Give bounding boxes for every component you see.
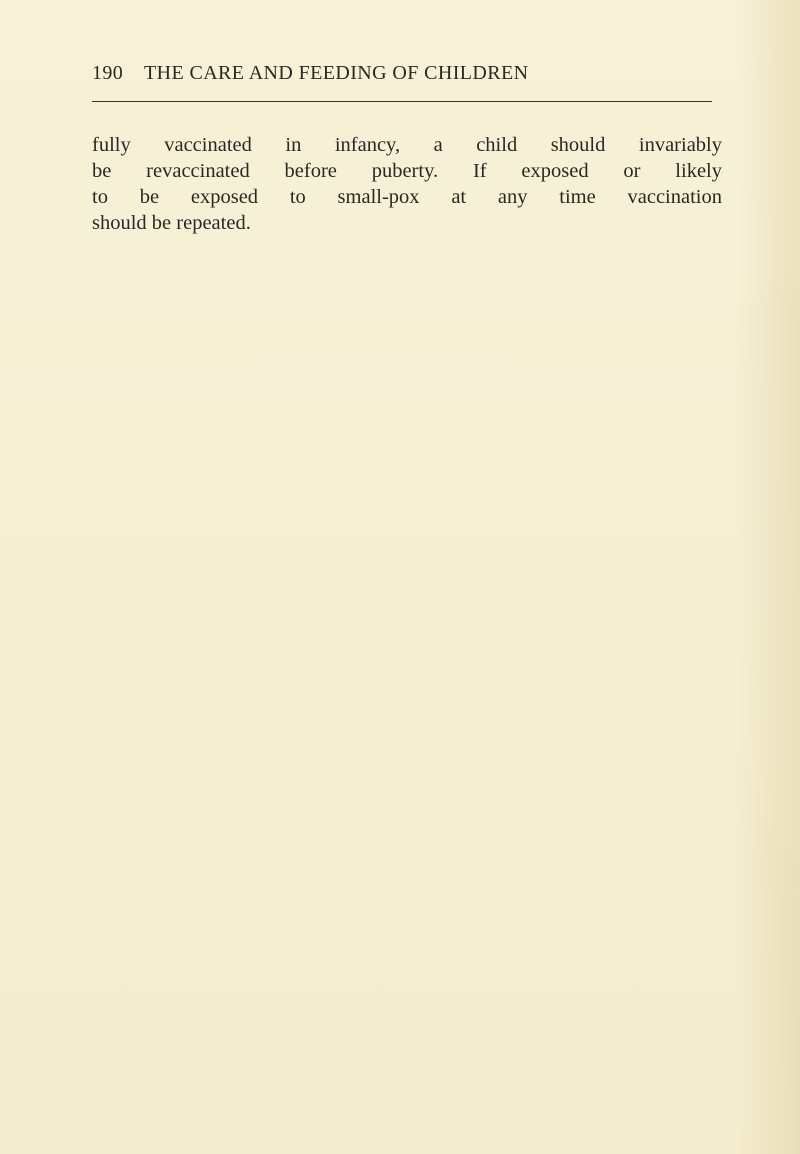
paragraph-line: be revaccinated before puberty. If exposed or likely bbox=[92, 160, 722, 182]
paragraph-line: should be repeated. bbox=[92, 212, 251, 234]
page-number: 190 bbox=[92, 62, 124, 84]
paragraph-line: fully vaccinated in infancy, a child should invariably bbox=[92, 134, 722, 156]
body-paragraph bbox=[92, 132, 722, 236]
running-head bbox=[92, 62, 712, 94]
header-rule bbox=[92, 101, 712, 102]
running-head-title: THE CARE AND FEEDING OF CHILDREN bbox=[144, 62, 529, 84]
paragraph-line: to be exposed to small-pox at any time vaccination bbox=[92, 186, 722, 208]
